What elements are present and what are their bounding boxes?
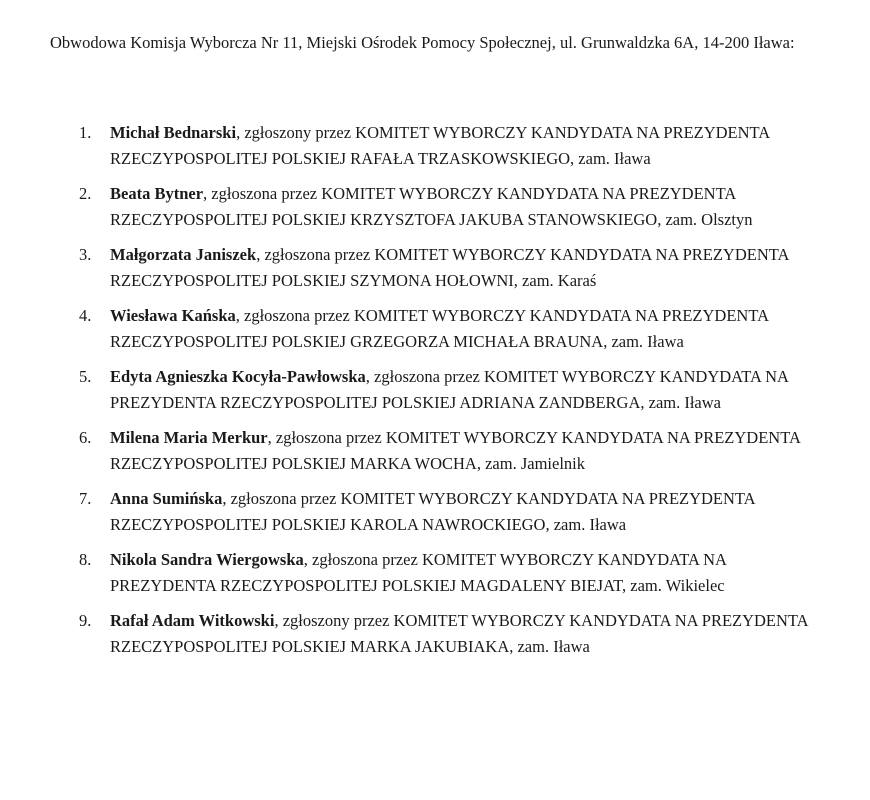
list-item xyxy=(0,303,870,355)
member-name: Michał Bednarski xyxy=(110,123,237,142)
member-name: Anna Sumińska xyxy=(110,489,223,508)
item-number: 1. xyxy=(79,123,92,142)
member-details: , zgłoszony przez KOMITET WYBORCZY KANDYDATA NA PREZYDENTA RZECZYPOSPOLITEJ POLSKIEJ RAFAŁA TRZASKOWSKIEGO, zam. Iława xyxy=(110,123,770,168)
item-number: 4. xyxy=(79,306,92,325)
list-item xyxy=(0,547,870,599)
item-number: 7. xyxy=(79,489,92,508)
item-number: 9. xyxy=(79,611,92,630)
member-name: Wiesława Kańska xyxy=(110,306,236,325)
member-name: Edyta Agnieszka Kocyła-Pawłowska xyxy=(110,367,366,386)
item-number: 5. xyxy=(79,367,92,386)
list-item xyxy=(0,425,870,477)
list-item xyxy=(0,486,870,538)
list-item xyxy=(0,364,870,416)
item-number: 3. xyxy=(79,245,92,264)
list-item xyxy=(0,608,870,660)
member-details: , zgłoszona przez KOMITET WYBORCZY KANDYDATA NA PREZYDENTA RZECZYPOSPOLITEJ POLSKIEJ GRZEGORZA MICHAŁA BRAUNA, zam. Iława xyxy=(110,306,769,351)
list-item xyxy=(0,120,870,172)
list-item xyxy=(0,242,870,294)
item-number: 8. xyxy=(79,550,92,569)
member-name: Milena Maria Merkur xyxy=(110,428,268,447)
item-number: 6. xyxy=(79,428,92,447)
member-name: Rafał Adam Witkowski xyxy=(110,611,275,630)
member-name: Beata Bytner xyxy=(110,184,204,203)
member-details: , zgłoszony przez KOMITET WYBORCZY KANDYDATA NA PREZYDENTA RZECZYPOSPOLITEJ POLSKIEJ MARKA JAKUBIAKA, zam. Iława xyxy=(110,611,808,656)
member-name: Małgorzata Janiszek xyxy=(110,245,257,264)
member-details: , zgłoszona przez KOMITET WYBORCZY KANDYDATA NA PREZYDENTA RZECZYPOSPOLITEJ POLSKIEJ MARKA WOCHA, zam. Jamielnik xyxy=(110,428,800,473)
member-details: , zgłoszona przez KOMITET WYBORCZY KANDYDATA NA PREZYDENTA RZECZYPOSPOLITEJ POLSKIEJ KAROLA NAWROCKIEGO, zam. Iława xyxy=(110,489,755,534)
member-details: , zgłoszona przez KOMITET WYBORCZY KANDYDATA NA PREZYDENTA RZECZYPOSPOLITEJ POLSKIEJ KRZYSZTOFA JAKUBA STANOWSKIEGO, zam. Olsztyn xyxy=(110,184,753,229)
item-number: 2. xyxy=(79,184,92,203)
member-name: Nikola Sandra Wiergowska xyxy=(110,550,304,569)
member-details: , zgłoszona przez KOMITET WYBORCZY KANDYDATA NA PREZYDENTA RZECZYPOSPOLITEJ POLSKIEJ MAGDALENY BIEJAT, zam. Wikielec xyxy=(110,550,727,595)
members-list xyxy=(0,120,870,669)
commission-header: Obwodowa Komisja Wyborcza Nr 11, Miejski Ośrodek Pomocy Społecznej, ul. Grunwaldzka 6A, 14-200 Iława: xyxy=(50,33,795,52)
member-details: , zgłoszona przez KOMITET WYBORCZY KANDYDATA NA PREZYDENTA RZECZYPOSPOLITEJ POLSKIEJ SZYMONA HOŁOWNI, zam. Karaś xyxy=(110,245,789,290)
list-item xyxy=(0,181,870,233)
member-details: , zgłoszona przez KOMITET WYBORCZY KANDYDATA NA PREZYDENTA RZECZYPOSPOLITEJ POLSKIEJ ADRIANA ZANDBERGA, zam. Iława xyxy=(110,367,789,412)
